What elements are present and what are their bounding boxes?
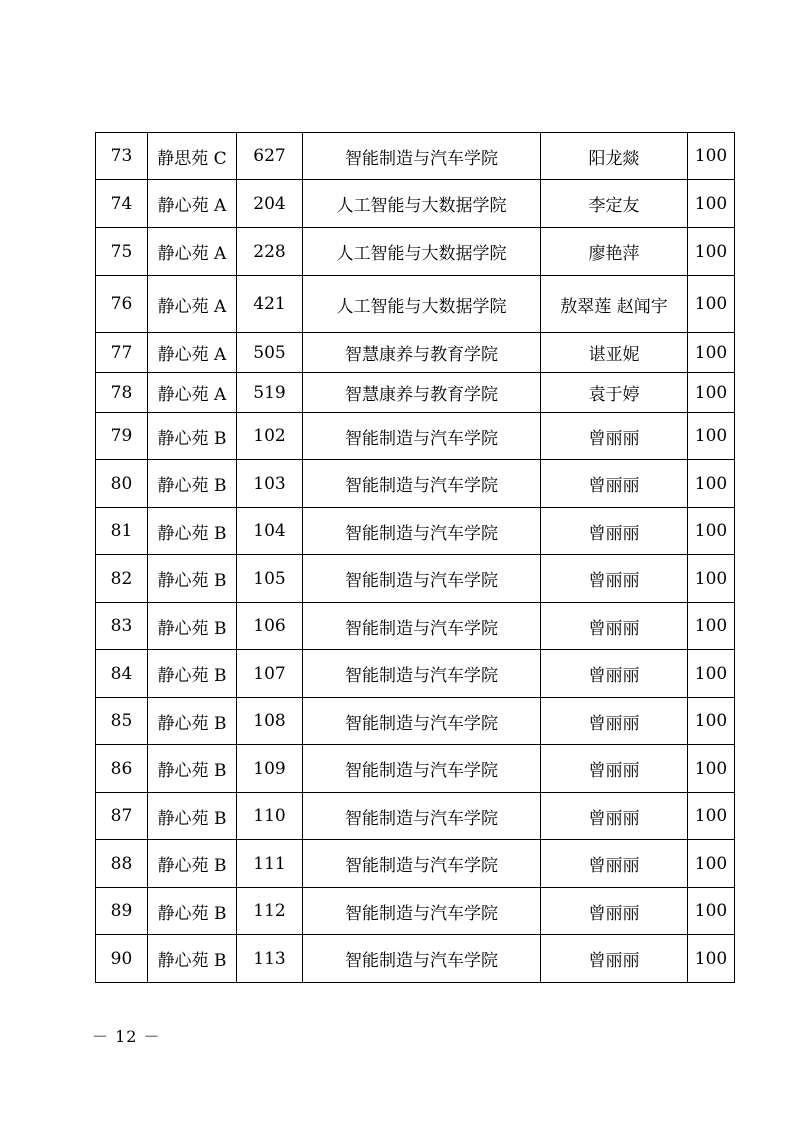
resident-name-cell: 曾丽丽 — [541, 555, 688, 603]
resident-name-cell: 曾丽丽 — [541, 603, 688, 650]
row-number-cell: 80 — [96, 460, 148, 508]
score-cell: 100 — [688, 698, 735, 745]
score-cell: 100 — [688, 276, 735, 333]
room-number-cell: 111 — [237, 840, 303, 888]
table-row — [96, 413, 735, 460]
score-cell: 100 — [688, 745, 735, 793]
college-cell: 智能制造与汽车学院 — [303, 650, 541, 698]
building-cell: 静心苑 B — [148, 840, 237, 888]
college-cell: 智能制造与汽车学院 — [303, 603, 541, 650]
resident-name-cell: 曾丽丽 — [541, 650, 688, 698]
table-row — [96, 888, 735, 935]
building-cell: 静心苑 A — [148, 228, 237, 276]
building-cell: 静心苑 B — [148, 745, 237, 793]
room-number-cell: 108 — [237, 698, 303, 745]
room-number-cell: 505 — [237, 333, 303, 373]
room-number-cell: 102 — [237, 413, 303, 460]
row-number-cell: 86 — [96, 745, 148, 793]
building-cell: 静心苑 B — [148, 888, 237, 935]
table-row — [96, 333, 735, 373]
row-number-cell: 85 — [96, 698, 148, 745]
building-cell: 静思苑 C — [148, 133, 237, 180]
college-cell: 人工智能与大数据学院 — [303, 180, 541, 228]
row-number-cell: 84 — [96, 650, 148, 698]
college-cell: 智能制造与汽车学院 — [303, 460, 541, 508]
row-number-cell: 77 — [96, 333, 148, 373]
resident-name-cell: 曾丽丽 — [541, 935, 688, 983]
college-cell: 智能制造与汽车学院 — [303, 793, 541, 840]
room-number-cell: 204 — [237, 180, 303, 228]
building-cell: 静心苑 B — [148, 603, 237, 650]
table-row — [96, 276, 735, 333]
resident-name-cell: 曾丽丽 — [541, 888, 688, 935]
room-number-cell: 110 — [237, 793, 303, 840]
score-cell: 100 — [688, 508, 735, 555]
row-number-cell: 78 — [96, 373, 148, 413]
college-cell: 人工智能与大数据学院 — [303, 228, 541, 276]
room-number-cell: 109 — [237, 745, 303, 793]
college-cell: 智能制造与汽车学院 — [303, 888, 541, 935]
college-cell: 人工智能与大数据学院 — [303, 276, 541, 333]
table-row — [96, 373, 735, 413]
row-number-cell: 83 — [96, 603, 148, 650]
row-number-cell: 79 — [96, 413, 148, 460]
resident-name-cell: 廖艳萍 — [541, 228, 688, 276]
table-row — [96, 935, 735, 983]
college-cell: 智能制造与汽车学院 — [303, 935, 541, 983]
row-number-cell: 90 — [96, 935, 148, 983]
building-cell: 静心苑 B — [148, 413, 237, 460]
room-number-cell: 107 — [237, 650, 303, 698]
table-row — [96, 650, 735, 698]
score-cell: 100 — [688, 555, 735, 603]
room-number-cell: 104 — [237, 508, 303, 555]
resident-name-cell: 曾丽丽 — [541, 840, 688, 888]
table-row — [96, 460, 735, 508]
resident-name-cell: 曾丽丽 — [541, 460, 688, 508]
score-cell: 100 — [688, 935, 735, 983]
score-cell: 100 — [688, 460, 735, 508]
college-cell: 智能制造与汽车学院 — [303, 745, 541, 793]
row-number-cell: 89 — [96, 888, 148, 935]
college-cell: 智能制造与汽车学院 — [303, 413, 541, 460]
resident-name-cell: 曾丽丽 — [541, 745, 688, 793]
room-number-cell: 103 — [237, 460, 303, 508]
college-cell: 智能制造与汽车学院 — [303, 698, 541, 745]
row-number-cell: 81 — [96, 508, 148, 555]
college-cell: 智能制造与汽车学院 — [303, 555, 541, 603]
college-cell: 智能制造与汽车学院 — [303, 840, 541, 888]
table-row — [96, 133, 735, 180]
building-cell: 静心苑 A — [148, 276, 237, 333]
room-number-cell: 113 — [237, 935, 303, 983]
building-cell: 静心苑 B — [148, 555, 237, 603]
room-number-cell: 112 — [237, 888, 303, 935]
building-cell: 静心苑 A — [148, 333, 237, 373]
table-row — [96, 793, 735, 840]
row-number-cell: 76 — [96, 276, 148, 333]
resident-name-cell: 曾丽丽 — [541, 413, 688, 460]
row-number-cell: 73 — [96, 133, 148, 180]
resident-name-cell: 曾丽丽 — [541, 508, 688, 555]
table-row — [96, 228, 735, 276]
score-cell: 100 — [688, 603, 735, 650]
building-cell: 静心苑 B — [148, 698, 237, 745]
resident-name-cell: 曾丽丽 — [541, 698, 688, 745]
score-cell: 100 — [688, 133, 735, 180]
row-number-cell: 87 — [96, 793, 148, 840]
room-number-cell: 519 — [237, 373, 303, 413]
building-cell: 静心苑 A — [148, 373, 237, 413]
room-number-cell: 627 — [237, 133, 303, 180]
table-row — [96, 745, 735, 793]
resident-name-cell: 阳龙燚 — [541, 133, 688, 180]
table-row — [96, 698, 735, 745]
score-cell: 100 — [688, 333, 735, 373]
room-number-cell: 106 — [237, 603, 303, 650]
resident-name-cell: 谌亚妮 — [541, 333, 688, 373]
score-cell: 100 — [688, 180, 735, 228]
room-number-cell: 421 — [237, 276, 303, 333]
score-cell: 100 — [688, 373, 735, 413]
page-number: － 12 － — [92, 1027, 161, 1046]
score-cell: 100 — [688, 650, 735, 698]
row-number-cell: 75 — [96, 228, 148, 276]
table-row — [96, 555, 735, 603]
room-number-cell: 228 — [237, 228, 303, 276]
score-cell: 100 — [688, 793, 735, 840]
building-cell: 静心苑 A — [148, 180, 237, 228]
row-number-cell: 74 — [96, 180, 148, 228]
resident-name-cell: 袁于婷 — [541, 373, 688, 413]
college-cell: 智能制造与汽车学院 — [303, 508, 541, 555]
table-row — [96, 840, 735, 888]
score-cell: 100 — [688, 413, 735, 460]
score-cell: 100 — [688, 840, 735, 888]
building-cell: 静心苑 B — [148, 460, 237, 508]
score-cell: 100 — [688, 888, 735, 935]
building-cell: 静心苑 B — [148, 793, 237, 840]
table-row — [96, 180, 735, 228]
dormitory-score-table — [95, 132, 735, 983]
row-number-cell: 88 — [96, 840, 148, 888]
building-cell: 静心苑 B — [148, 935, 237, 983]
building-cell: 静心苑 B — [148, 650, 237, 698]
score-cell: 100 — [688, 228, 735, 276]
room-number-cell: 105 — [237, 555, 303, 603]
row-number-cell: 82 — [96, 555, 148, 603]
college-cell: 智能制造与汽车学院 — [303, 133, 541, 180]
table-body — [96, 133, 735, 983]
resident-name-cell: 曾丽丽 — [541, 793, 688, 840]
building-cell: 静心苑 B — [148, 508, 237, 555]
resident-name-cell: 李定友 — [541, 180, 688, 228]
college-cell: 智慧康养与教育学院 — [303, 333, 541, 373]
college-cell: 智慧康养与教育学院 — [303, 373, 541, 413]
table-row — [96, 603, 735, 650]
resident-name-cell: 敖翠莲 赵闻宇 — [541, 276, 688, 333]
table-row — [96, 508, 735, 555]
